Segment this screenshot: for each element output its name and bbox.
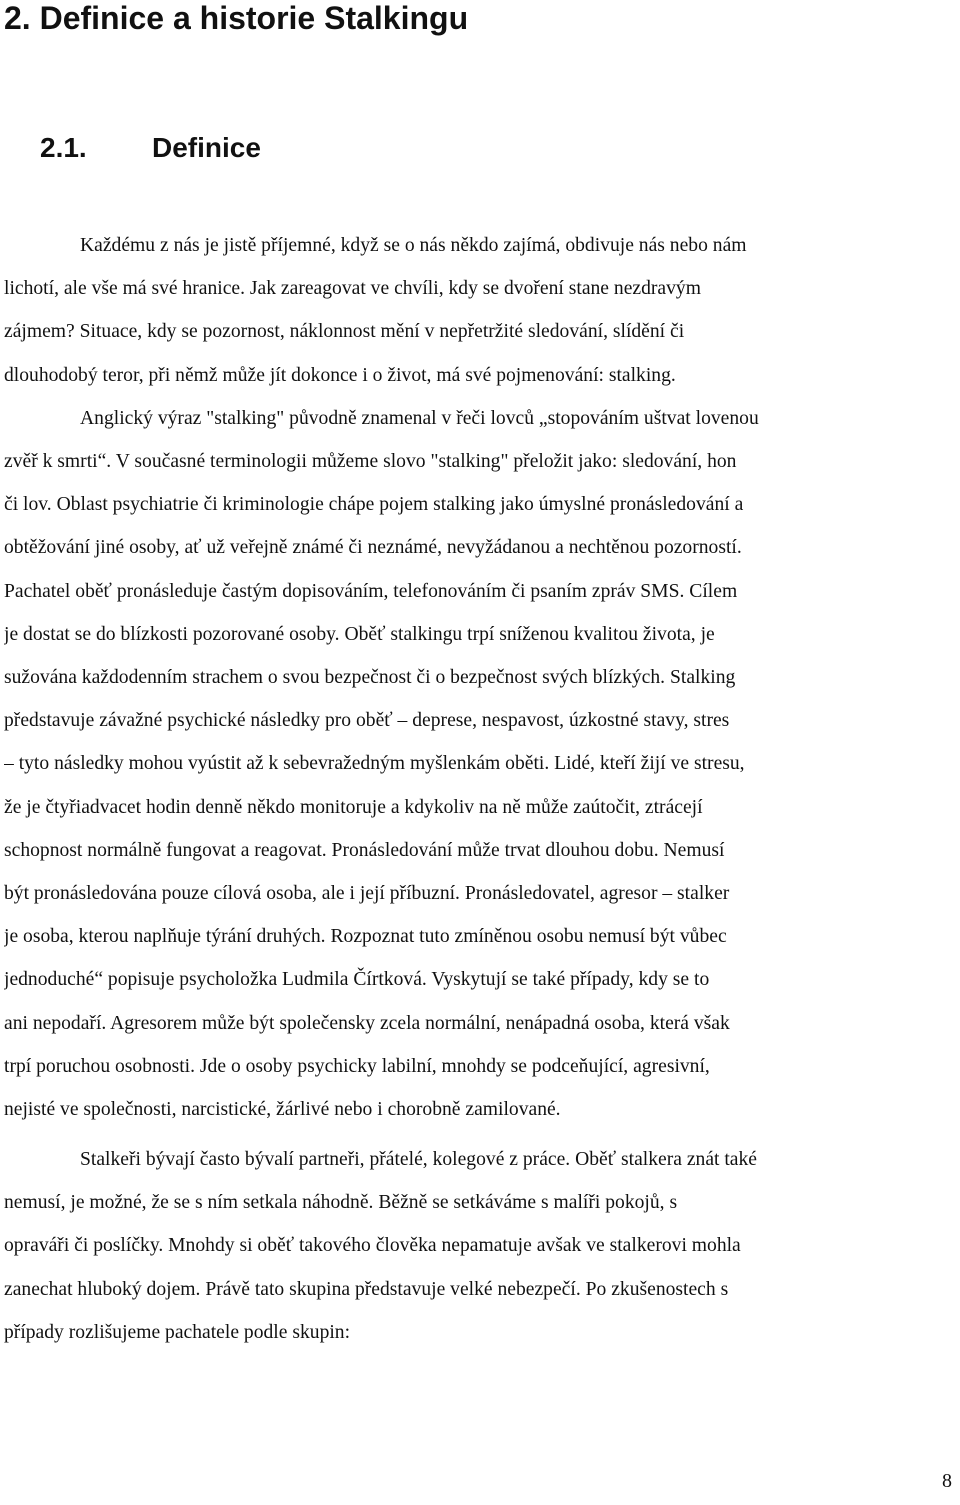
paragraph-line: zanechat hluboký dojem. Právě tato skupina představuje velké nebezpečí. Po zkušenostech s (4, 1278, 729, 1300)
paragraph-line: schopnost normálně fungovat a reagovat. Pronásledování může trvat dlouhou dobu. Nemusí (4, 839, 725, 861)
paragraph-line: lichotí, ale vše má své hranice. Jak zareagovat ve chvíli, kdy se dvoření stane nezdravým (4, 278, 701, 300)
section-title: Definice (152, 132, 261, 163)
paragraph-line: trpí poruchou osobnosti. Jde o osoby psychicky labilní, mnohdy se podceňující, agresivní, (4, 1055, 710, 1077)
paragraph-line: nejisté ve společnosti, narcistické, žárlivé nebo i chorobně zamilované. (4, 1099, 561, 1121)
paragraph-line: nemusí, je možné, že se s ním setkala náhodně. Běžně se setkáváme s malíři pokojů, s (4, 1192, 678, 1214)
paragraph-line: být pronásledována pouze cílová osoba, ale i její příbuzní. Pronásledovatel, agresor – stalker (4, 883, 730, 905)
paragraph-line: je dostat se do blízkosti pozorované osoby. Oběť stalkingu trpí sníženou kvalitou života, je (4, 623, 715, 645)
paragraph-line: ani nepodaří. Agresorem může být společensky zcela normální, nenápadná osoba, která však (4, 1012, 730, 1034)
paragraph-line: Pachatel oběť pronásleduje častým dopisováním, telefonováním či psaním zpráv SMS. Cílem (4, 580, 738, 602)
section-heading (40, 128, 261, 168)
paragraph-line: Anglický výraz "stalking" původně znamenal v řeči lovců „stopováním uštvat lovenou (80, 407, 759, 429)
paragraph-2 (4, 1138, 956, 1354)
paragraph-line: zvěř k smrti“. V současné terminologii můžeme slovo "stalking" přeložit jako: sledování, hon (4, 451, 737, 473)
paragraph-line: že je čtyřiadvacet hodin denně někdo monitoruje a kdykoliv na ně může zaútočit, ztrácejí (4, 796, 703, 818)
paragraph-line: Každému z nás je jistě příjemné, když se o nás někdo zajímá, obdivuje nás nebo nám (80, 235, 747, 256)
paragraph-line: Stalkeři bývají často bývalí partneři, přátelé, kolegové z práce. Oběť stalkera znát také (80, 1149, 757, 1170)
section-number: 2.1. (40, 132, 87, 163)
paragraph-line: sužována každodenním strachem o svou bezpečnost či o bezpečnost svých blízkých. Stalking (4, 667, 736, 689)
paragraph-line: zájmem? Situace, kdy se pozornost, náklonnost mění v nepřetržité sledování, slídění či (4, 321, 685, 343)
paragraph-line: případy rozlišujeme pachatele podle skupin: (4, 1321, 351, 1343)
chapter-heading: 2. Definice a historie Stalkingu (4, 0, 469, 36)
paragraph-line: opraváři či poslíčky. Mnohdy si oběť takového člověka nepamatuje avšak ve stalkerovi mohla (4, 1235, 741, 1257)
paragraph-line: jednoduché“ popisuje psycholožka Ludmila Čírtková. Vyskytují se také případy, kdy se to (4, 969, 710, 991)
paragraph-1 (4, 224, 956, 1131)
paragraph-line: je osoba, kterou naplňuje týrání druhých. Rozpoznat tuto zmíněnou osobu nemusí být vůbec (4, 926, 727, 948)
paragraph-line: či lov. Oblast psychiatrie či kriminologie chápe pojem stalking jako úmyslné pronásledování a (4, 494, 744, 516)
paragraph-line: dlouhodobý teror, při němž může jít dokonce i o život, má své pojmenování: stalking. (4, 364, 676, 386)
page-number: 8 (942, 1470, 952, 1492)
paragraph-line: obtěžování jiné osoby, ať už veřejně známé či neznámé, nevyžádanou a nechtěnou pozorností. (4, 537, 742, 559)
paragraph-line: – tyto následky mohou vyústit až k sebevražedným myšlenkám oběti. Lidé, kteří žijí ve stresu, (4, 753, 745, 775)
paragraph-line: představuje závažné psychické následky pro oběť – deprese, nespavost, úzkostné stavy, stres (4, 710, 730, 732)
